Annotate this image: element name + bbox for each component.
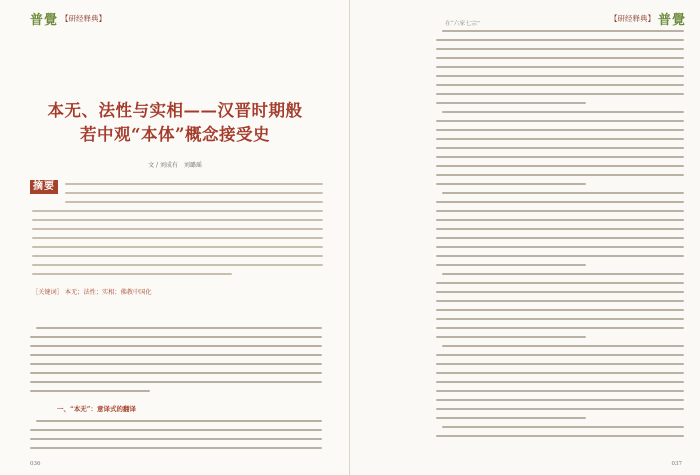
body-line xyxy=(436,246,684,248)
abstract-text-line xyxy=(65,201,323,203)
body-line xyxy=(436,300,684,302)
body-line xyxy=(436,309,684,311)
body-line xyxy=(436,318,684,320)
body-line xyxy=(436,174,684,176)
body-line xyxy=(436,120,684,122)
body-line xyxy=(436,264,586,266)
abstract-label: 摘要 xyxy=(30,180,58,194)
body-line xyxy=(442,345,684,347)
body-line xyxy=(442,192,684,194)
right-header xyxy=(610,9,686,28)
body-line xyxy=(436,129,684,131)
body-line xyxy=(442,30,684,32)
abstract-block xyxy=(27,180,327,304)
body-line xyxy=(442,111,684,113)
page-number: 036 xyxy=(30,461,41,467)
section-heading: 一、“本无”：意译式的翻译 xyxy=(57,405,136,413)
body-line xyxy=(436,417,586,419)
body-line xyxy=(436,408,684,410)
body-line xyxy=(436,327,684,329)
body-line xyxy=(436,390,684,392)
abstract-text-line xyxy=(65,183,323,185)
column-tag: 【研经释典】 xyxy=(609,14,655,23)
body-line xyxy=(30,336,322,338)
body-line xyxy=(436,138,684,140)
body-line xyxy=(436,336,586,338)
body-line xyxy=(436,372,684,374)
body-line xyxy=(36,327,322,329)
body-line xyxy=(436,435,684,437)
body-line xyxy=(30,390,150,392)
body-line xyxy=(436,399,684,401)
title-line-2: 若中观“本体”概念接受史 xyxy=(80,125,270,144)
body-line xyxy=(436,291,684,293)
page-number: 037 xyxy=(671,461,682,467)
body-line xyxy=(442,426,684,428)
body-line xyxy=(436,147,684,149)
logo: 普覺 xyxy=(30,13,59,28)
body-line xyxy=(436,48,684,50)
title-line-1: 本无、法性与实相——汉晋时期般 xyxy=(47,101,303,120)
body-line xyxy=(36,420,322,422)
body-line xyxy=(436,156,684,158)
body-line xyxy=(436,66,684,68)
body-line xyxy=(436,201,684,203)
article-title xyxy=(40,99,310,147)
abstract-text-line xyxy=(32,273,232,275)
body-line xyxy=(436,228,684,230)
right-page xyxy=(350,0,700,475)
body-line xyxy=(436,354,684,356)
column-tag: 【研经释典】 xyxy=(61,14,107,23)
body-line xyxy=(436,57,684,59)
abstract-text-line xyxy=(32,228,323,230)
body-line xyxy=(436,75,684,77)
body-line xyxy=(30,447,322,449)
body-line xyxy=(436,84,684,86)
body-line xyxy=(30,345,322,347)
body-line xyxy=(30,438,322,440)
body-line xyxy=(436,210,684,212)
author-line: 文 / 刘成有 刘璐瑶 xyxy=(148,162,202,169)
body-line xyxy=(436,237,684,239)
abstract-text-line xyxy=(32,255,323,257)
body-line xyxy=(436,93,684,95)
abstract-text-line xyxy=(32,219,323,221)
abstract-text-line xyxy=(32,237,323,239)
abstract-text-line xyxy=(32,210,323,212)
body-line xyxy=(436,219,684,221)
keywords: ［关键词］ 本无；法性；实相；佛教中国化 xyxy=(32,289,152,296)
body-line xyxy=(30,372,322,374)
body-line xyxy=(30,363,322,365)
body-line xyxy=(436,363,684,365)
body-line xyxy=(442,273,684,275)
body-line xyxy=(30,354,322,356)
left-header xyxy=(30,9,106,28)
abstract-text-line xyxy=(32,264,323,266)
body-line xyxy=(436,39,684,41)
body-line xyxy=(436,381,684,383)
body-line xyxy=(436,255,684,257)
body-line xyxy=(436,282,684,284)
body-line xyxy=(436,183,586,185)
abstract-text-line xyxy=(32,246,323,248)
abstract-text-line xyxy=(65,192,323,194)
body-intro-text: 在“六家七宗” xyxy=(445,21,480,27)
body-line xyxy=(30,429,322,431)
logo: 普覺 xyxy=(657,13,686,28)
body-line xyxy=(436,165,684,167)
body-line xyxy=(436,102,586,104)
body-line xyxy=(30,381,322,383)
